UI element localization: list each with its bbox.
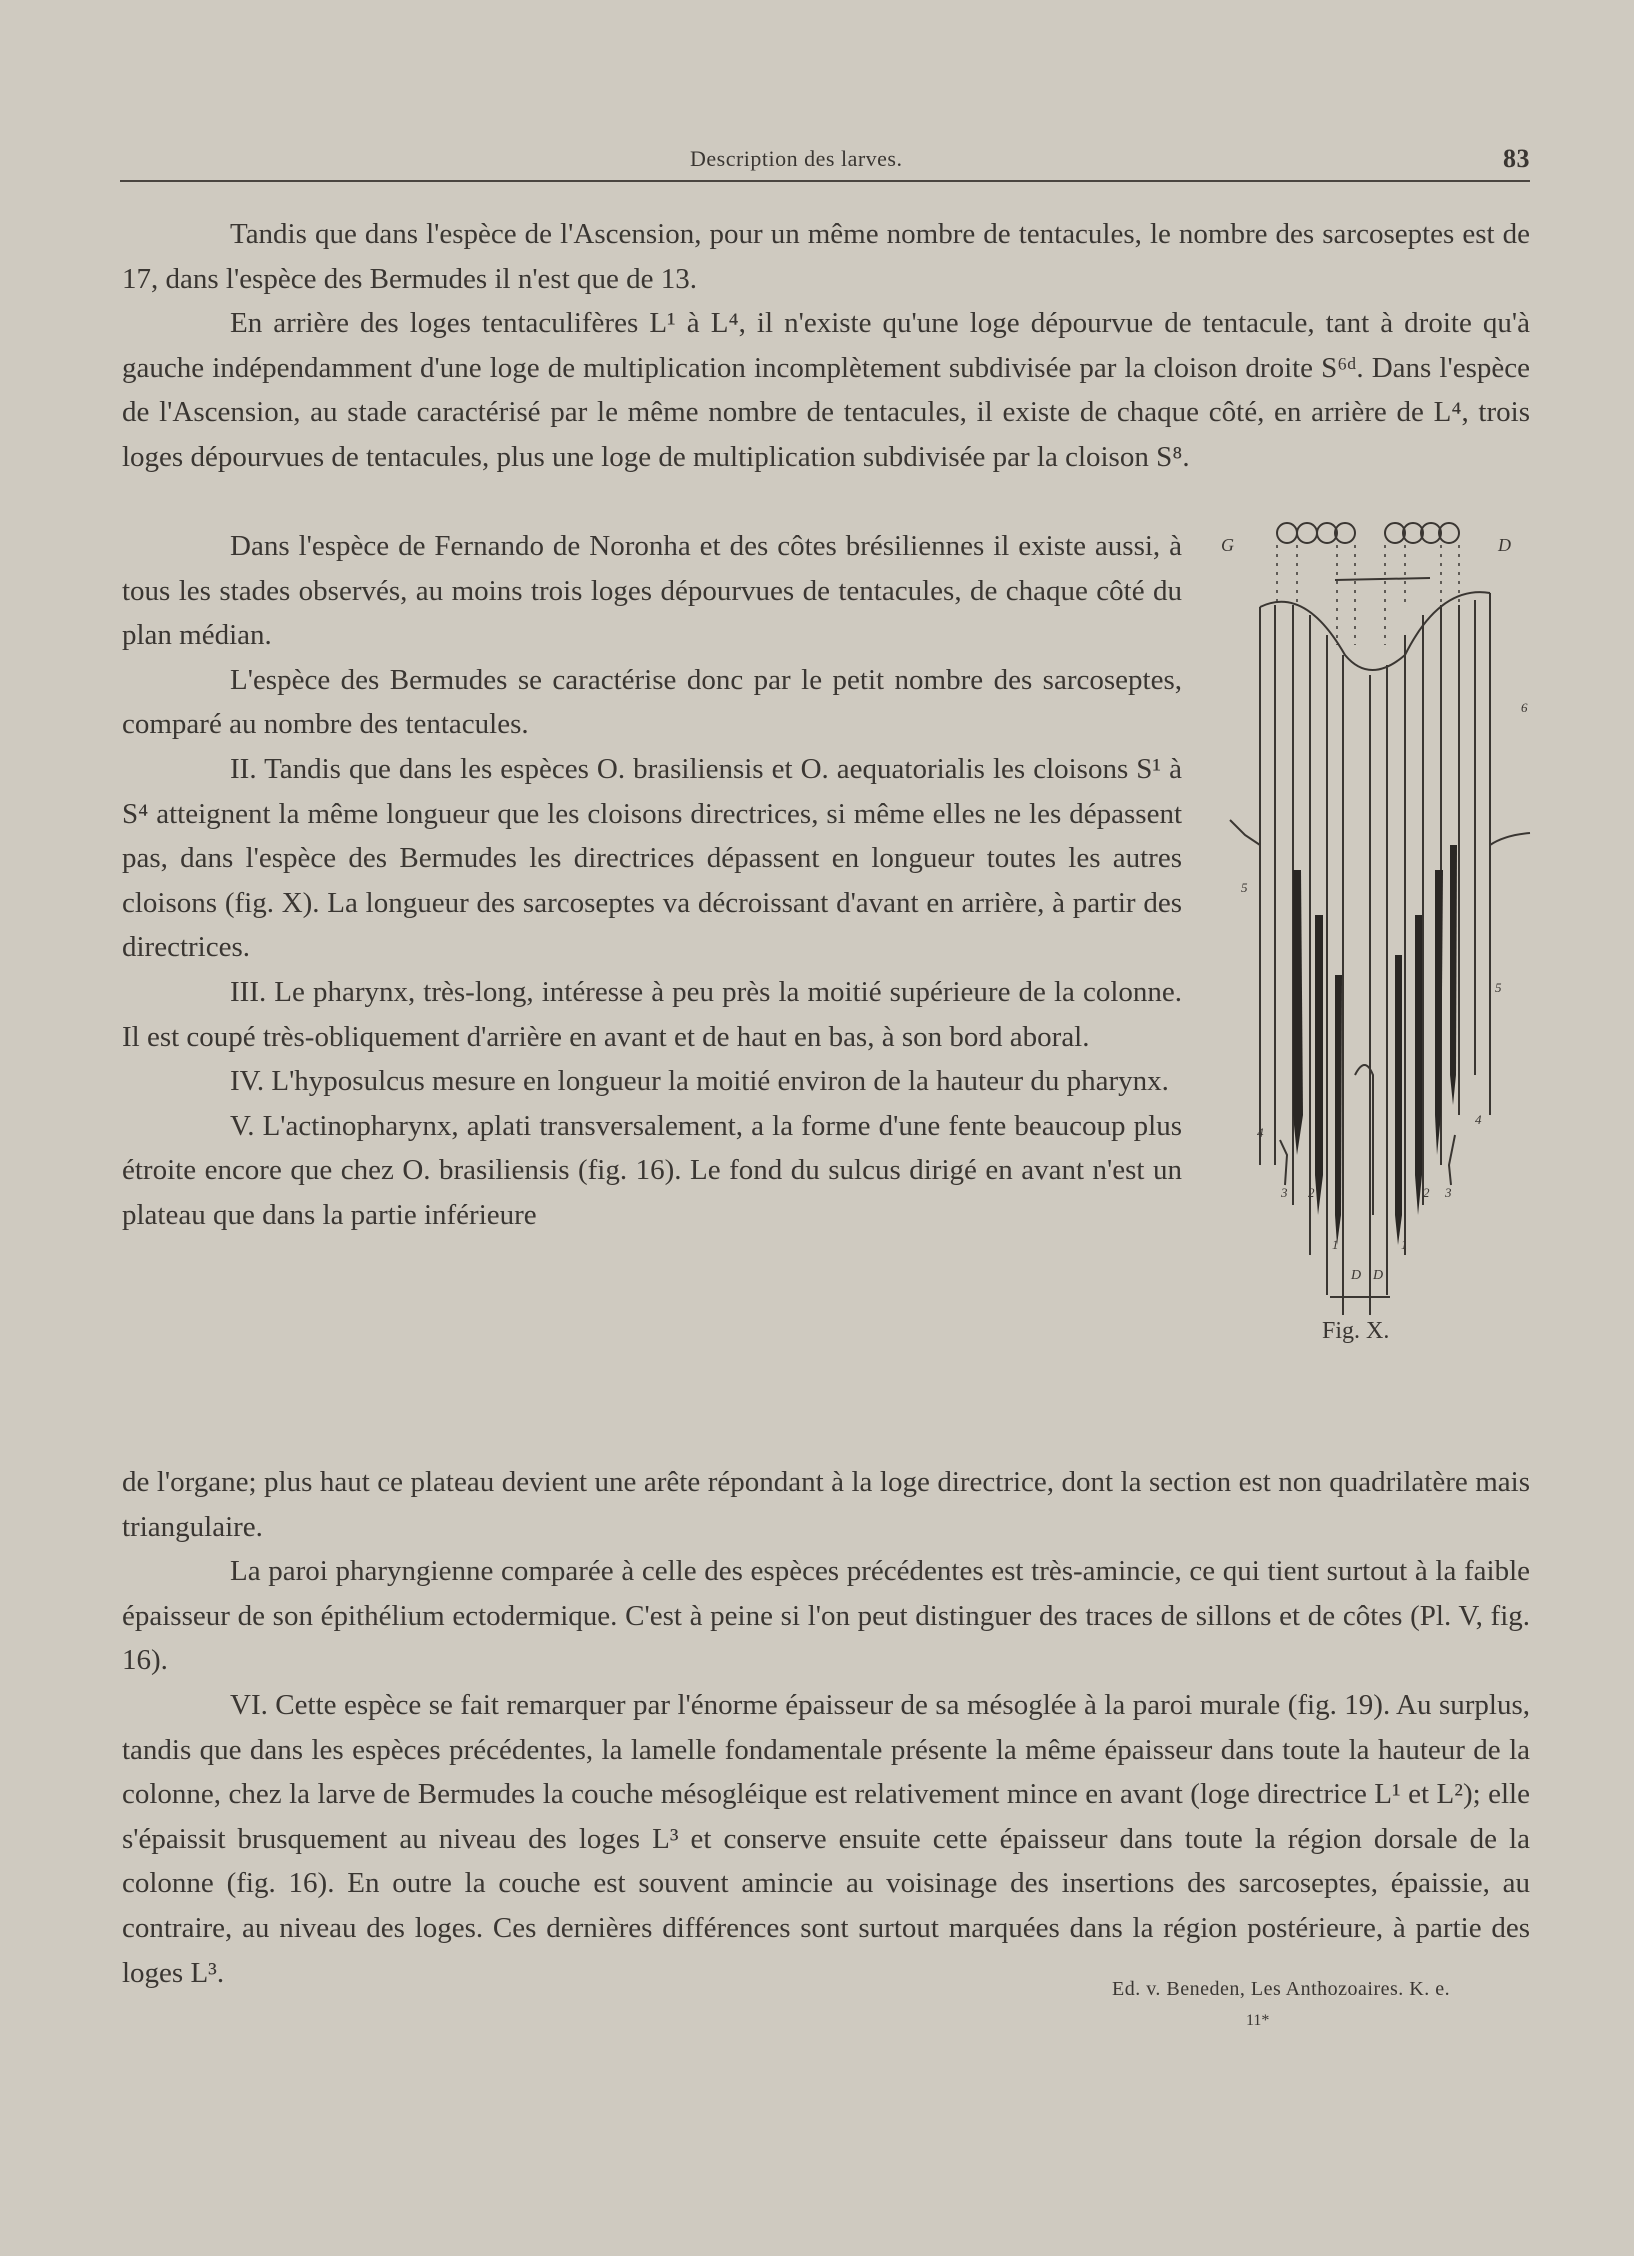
figure-caption: Fig. X. [1322, 1318, 1390, 1344]
figure-side-label: 2 [1308, 1185, 1315, 1200]
paragraph: En arrière des loges tentaculifères L¹ à L⁴, il n'existe qu'une loge dépourvue de tentacule, tant à droite qu'à gauche indépendamment d'une loge de multiplication incomplètement subdivisée par la cloison droite S⁶ᵈ. Dans l'espèce de l'Ascension, au stade caractérisé par le même nombre de tentacules, il existe de chaque côté, en arrière de L⁴, trois loges dépourvues de tentacules, plus une loge de multiplication subdivisée par la cloison S⁸. [122, 307, 1530, 473]
paragraph: Tandis que dans l'espèce de l'Ascension, pour un même nombre de tentacules, le nombre des sarcoseptes est de 17, dans l'espèce des Bermudes il n'est que de 13. [122, 218, 1530, 295]
figure-side-label: 1 [1332, 1237, 1339, 1252]
figure-side-label: 4 [1257, 1125, 1264, 1140]
figure-label-left: G [1221, 535, 1234, 555]
figure-x-drawing [1205, 515, 1535, 1345]
paragraph: Dans l'espèce de Fernando de Noronha et des côtes brésiliennes il existe aussi, à tous les stades observés, au moins trois loges dépourvues de tentacules, de chaque côté du plan médian. [122, 530, 1182, 652]
figure-side-label: 1 [1401, 1237, 1408, 1252]
footer-signature: 11* [1246, 2012, 1270, 2029]
figure-side-label: 4 [1475, 1112, 1482, 1127]
figure-side-label: 3 [1445, 1185, 1452, 1200]
paragraph: VI. Cette espèce se fait remarquer par l'énorme épaisseur de sa mésoglée à la paroi murale (fig. 19). Au surplus, tandis que dans les espèces précédentes, la lamelle fondamentale présente la même épaisseur dans toute la hauteur de la colonne, chez la larve de Bermudes la couche mésogléique est relativement mince en avant (loge directrice L¹ et L²); elle s'épaissit brusquement au niveau des loges L³ et conserve ensuite cette épaisseur dans toute la région dorsale de la colonne (fig. 16). En outre la couche est souvent amincie au voisinage des insertions des sarcoseptes, épaissie, au contraire, au niveau des loges. Ces dernières différences sont surtout marquées dans la région postérieure, à partie des loges L³. [122, 1688, 1530, 1989]
figure-side-label: 6 [1521, 700, 1528, 715]
figure-side-label: 5 [1241, 880, 1248, 895]
text-block-top [122, 212, 1530, 480]
header-rule [120, 180, 1530, 182]
figure-label-right: D [1498, 535, 1511, 555]
paragraph: II. Tandis que dans les espèces O. brasiliensis et O. aequatorialis les cloisons S¹ à S⁴ atteignent la même longueur que les cloisons directrices, si même elles ne les dépassent pas, dans l'espèce des Bermudes les directrices dépassent en longueur toutes les autres cloisons (fig. X). La longueur des sarcoseptes va décroissant d'avant en arrière, à partir des directrices. [122, 752, 1182, 964]
running-title: Description des larves. [690, 146, 903, 171]
paragraph: L'espèce des Bermudes se caractérise donc par le petit nombre des sarcoseptes, comparé au nombre des tentacules. [122, 663, 1182, 741]
figure-side-label: 5 [1495, 980, 1502, 995]
paragraph: V. L'actinopharynx, aplati transversalement, a la forme d'une fente beaucoup plus étroite encore que chez O. brasiliensis (fig. 16). Le fond du sulcus dirigé en avant n'est un plateau que dans la partie inférieure [122, 1109, 1182, 1231]
figure-bottom-label: D [1373, 1268, 1384, 1283]
paragraph: La paroi pharyngienne comparée à celle des espèces précédentes est très-amincie, ce qui tient surtout à la faible épaisseur de son épithélium ectodermique. C'est à peine si l'on peut distinguer des traces de sillons et de côtes (Pl. V, fig. 16). [122, 1555, 1530, 1677]
paragraph: IV. L'hyposulcus mesure en longueur la moitié environ de la hauteur du pharynx. [230, 1065, 1169, 1098]
figure-x [1205, 515, 1535, 1345]
text-block-bottom [122, 1460, 1530, 1995]
page-number: 83 [1503, 144, 1530, 173]
paragraph: III. Le pharynx, très-long, intéresse à peu près la moitié supérieure de la colonne. Il est coupé très-obliquement d'arrière en avant et de haut en bas, à son bord aboral. [122, 975, 1182, 1053]
figure-bottom-label: D [1351, 1268, 1362, 1283]
footer-reference: Ed. v. Beneden, Les Anthozoaires. K. e. [1112, 1978, 1451, 2000]
figure-side-label: 3 [1281, 1185, 1288, 1200]
paragraph: de l'organe; plus haut ce plateau devient une arête répondant à la loge directrice, dont la section est non quadrilatère mais triangulaire. [122, 1466, 1530, 1543]
figure-side-label: 2 [1423, 1185, 1430, 1200]
text-block-beside-figure [122, 524, 1182, 1238]
